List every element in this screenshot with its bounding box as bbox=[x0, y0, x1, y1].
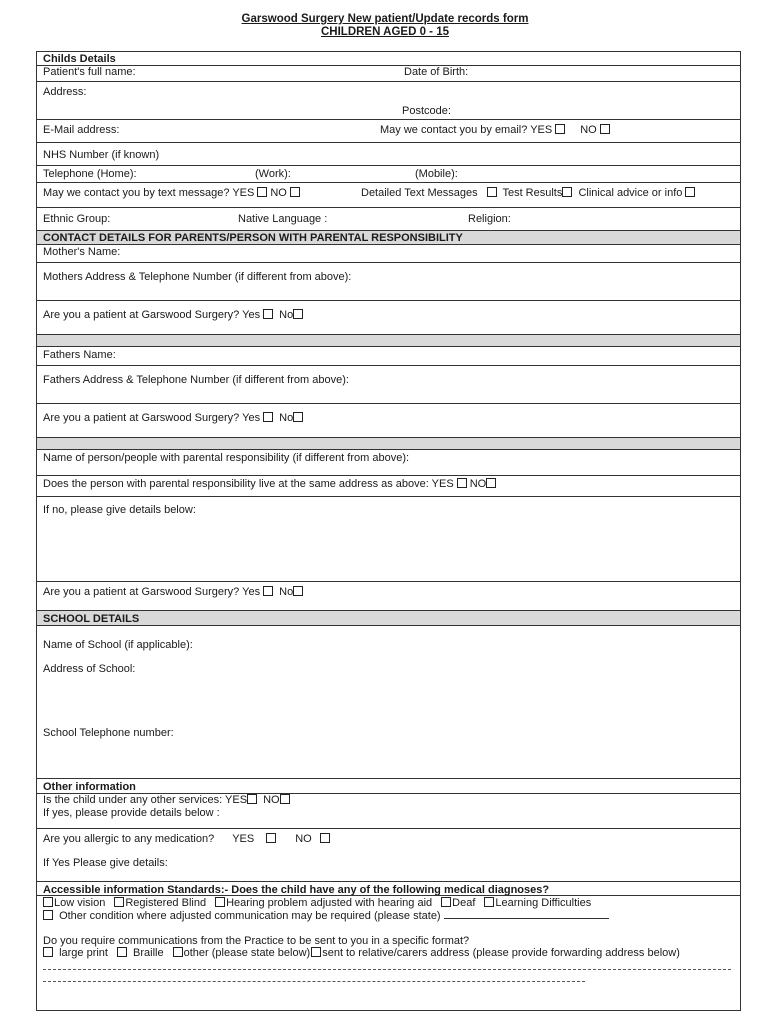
same-address-no-checkbox[interactable] bbox=[486, 478, 496, 488]
other-format-label: other (please state below) bbox=[183, 947, 311, 959]
services-no-label: NO bbox=[263, 794, 280, 806]
father-patient-label: Are you a patient at Garswood Surgery? Yes bbox=[43, 412, 261, 424]
email-no-label: NO bbox=[580, 124, 597, 136]
father-name-label: Fathers Name: bbox=[43, 349, 116, 361]
large-print-label: large print bbox=[59, 947, 108, 959]
email-label: E-Mail address: bbox=[43, 124, 120, 136]
full-name-label: Patient's full name: bbox=[43, 66, 136, 78]
text-no-label: NO bbox=[270, 187, 287, 199]
allergy-label: Are you allergic to any medication? bbox=[43, 833, 215, 845]
other-condition-row bbox=[43, 910, 609, 922]
school-address-label: Address of School: bbox=[43, 663, 136, 675]
mother-no-checkbox[interactable] bbox=[293, 309, 303, 319]
other-condition-label: Other condition where adjusted communication may be required (please state) bbox=[59, 910, 441, 922]
mother-no-label: No bbox=[279, 309, 294, 321]
school-name-label: Name of School (if applicable): bbox=[43, 639, 193, 651]
email-no-checkbox[interactable] bbox=[600, 124, 610, 134]
ethnic-group-label: Ethnic Group: bbox=[43, 213, 111, 225]
mother-name-label: Mother's Name: bbox=[43, 246, 121, 258]
form-title-line1: Garswood Surgery New patient/Update records form bbox=[241, 13, 529, 25]
other-format-checkbox[interactable] bbox=[173, 947, 183, 957]
email-contact-question bbox=[380, 124, 613, 136]
hearing-label: Hearing problem adjusted with hearing aid bbox=[226, 897, 433, 909]
deaf-label: Deaf bbox=[452, 897, 476, 909]
mother-yes-checkbox[interactable] bbox=[263, 309, 273, 319]
email-yes-label: YES bbox=[530, 124, 553, 136]
allergy-yes-checkbox[interactable] bbox=[266, 833, 276, 843]
same-address-yes-checkbox[interactable] bbox=[457, 478, 467, 488]
hearing-checkbox[interactable] bbox=[215, 897, 225, 907]
mother-patient-label: Are you a patient at Garswood Surgery? Yes bbox=[43, 309, 261, 321]
native-language-label: Native Language : bbox=[238, 213, 328, 225]
allergy-no-label: NO bbox=[295, 833, 312, 845]
other-condition-checkbox[interactable] bbox=[43, 910, 53, 920]
diagnoses-row bbox=[43, 897, 591, 909]
responsible-no-label: No bbox=[279, 586, 294, 598]
test-results-checkbox[interactable] bbox=[562, 187, 572, 197]
large-print-checkbox[interactable] bbox=[43, 947, 53, 957]
allergy-no-checkbox[interactable] bbox=[320, 833, 330, 843]
responsible-patient-label: Are you a patient at Garswood Surgery? Yes bbox=[43, 586, 261, 598]
parents-heading: CONTACT DETAILS FOR PARENTS/PERSON WITH PARENTAL RESPONSIBILITY bbox=[43, 232, 463, 244]
learning-label: Learning Difficulties bbox=[495, 897, 592, 909]
registration-form bbox=[36, 51, 741, 1011]
responsible-no-checkbox[interactable] bbox=[293, 586, 303, 596]
responsible-name-label: Name of person/people with parental responsibility (if different from above): bbox=[43, 452, 410, 464]
services-question bbox=[43, 794, 293, 806]
test-results-label: Test Results bbox=[502, 187, 563, 199]
father-patient-question bbox=[43, 412, 306, 424]
same-address-no-label: NO bbox=[469, 478, 487, 490]
braille-checkbox[interactable] bbox=[117, 947, 127, 957]
nhs-number-label: NHS Number (if known) bbox=[43, 149, 160, 161]
email-yes-checkbox[interactable] bbox=[555, 124, 565, 134]
allergy-question bbox=[43, 833, 333, 845]
other-info-heading: Other information bbox=[43, 781, 136, 793]
responsible-patient-question bbox=[43, 586, 306, 598]
mother-address-label: Mothers Address & Telephone Number (if different from above): bbox=[43, 271, 352, 283]
text-no-checkbox[interactable] bbox=[290, 187, 300, 197]
sent-relative-checkbox[interactable] bbox=[311, 947, 321, 957]
responsible-yes-checkbox[interactable] bbox=[263, 586, 273, 596]
other-condition-line[interactable] bbox=[444, 910, 609, 919]
dob-label: Date of Birth: bbox=[404, 66, 469, 78]
braille-label: Braille bbox=[133, 947, 164, 959]
services-label: Is the child under any other services: bbox=[43, 794, 223, 806]
tel-home-label: Telephone (Home): bbox=[43, 168, 137, 180]
childs-details-heading: Childs Details bbox=[43, 53, 116, 65]
text-yes-label: YES bbox=[232, 187, 255, 199]
allergy-details-label: If Yes Please give details: bbox=[43, 857, 168, 869]
low-vision-label: Low vision bbox=[54, 897, 106, 909]
father-address-label: Fathers Address & Telephone Number (if different from above): bbox=[43, 374, 349, 386]
father-no-checkbox[interactable] bbox=[293, 412, 303, 422]
text-options bbox=[361, 187, 698, 199]
clinical-advice-label: Clinical advice or info bbox=[578, 187, 683, 199]
accessible-heading: Accessible information Standards:- Does the child have any of the following medical diagnoses? bbox=[43, 884, 550, 896]
low-vision-checkbox[interactable] bbox=[43, 897, 53, 907]
form-title-line2: CHILDREN AGED 0 - 15 bbox=[320, 26, 449, 38]
if-no-details-label: If no, please give details below: bbox=[43, 504, 196, 516]
school-tel-label: School Telephone number: bbox=[43, 727, 174, 739]
services-yes-label: YES bbox=[225, 794, 248, 806]
email-contact-label: May we contact you by email? bbox=[380, 124, 528, 136]
deaf-checkbox[interactable] bbox=[441, 897, 451, 907]
religion-label: Religion: bbox=[468, 213, 511, 225]
format-options-row bbox=[43, 947, 680, 959]
format-question: Do you require communications from the Practice to be sent to you in a specific format? bbox=[43, 935, 470, 947]
text-contact-label: May we contact you by text message? bbox=[43, 187, 230, 199]
sent-relative-label: sent to relative/carers address (please provide forwarding address below) bbox=[322, 947, 680, 959]
school-heading: SCHOOL DETAILS bbox=[43, 613, 140, 625]
father-no-label: No bbox=[279, 412, 294, 424]
services-yes-checkbox[interactable] bbox=[247, 794, 257, 804]
learning-checkbox[interactable] bbox=[484, 897, 494, 907]
text-contact-question bbox=[43, 187, 303, 199]
detailed-text-checkbox[interactable] bbox=[487, 187, 497, 197]
same-address-question bbox=[43, 478, 499, 490]
text-yes-checkbox[interactable] bbox=[257, 187, 267, 197]
blind-checkbox[interactable] bbox=[114, 897, 124, 907]
blind-label: Registered Blind bbox=[125, 897, 207, 909]
father-yes-checkbox[interactable] bbox=[263, 412, 273, 422]
forwarding-address-line-2[interactable] bbox=[43, 981, 585, 982]
mother-patient-question bbox=[43, 309, 306, 321]
services-if-yes-label: If yes, please provide details below : bbox=[43, 807, 220, 819]
same-address-label: Does the person with parental responsibility live at the same address as above: YES bbox=[43, 478, 454, 490]
postcode-label: Postcode: bbox=[402, 105, 451, 117]
services-no-checkbox[interactable] bbox=[280, 794, 290, 804]
forwarding-address-line-1[interactable] bbox=[43, 969, 731, 970]
clinical-advice-checkbox[interactable] bbox=[685, 187, 695, 197]
tel-mobile-label: (Mobile): bbox=[415, 168, 458, 180]
address-label: Address: bbox=[43, 86, 87, 98]
tel-work-label: (Work): bbox=[255, 168, 291, 180]
detailed-text-label: Detailed Text Messages bbox=[361, 187, 478, 199]
allergy-yes-label: YES bbox=[232, 833, 255, 845]
